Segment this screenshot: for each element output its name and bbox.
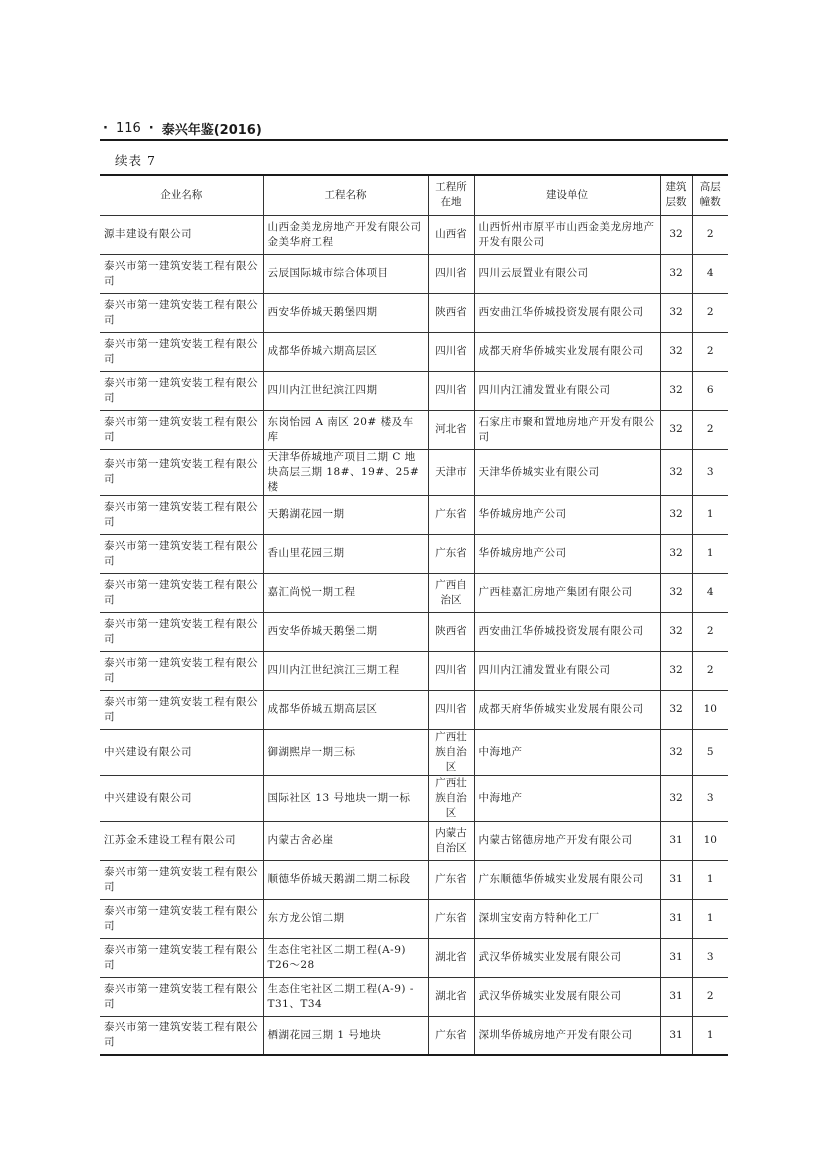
cell-count: 2 (692, 651, 728, 690)
cell-project: 御湖熙岸一期三标 (263, 729, 428, 775)
table-row (100, 254, 728, 293)
cell-project: 生态住宅社区二期工程(A-9) -T31、T34 (263, 977, 428, 1016)
cell-unit: 西安曲江华侨城投资发展有限公司 (474, 293, 660, 332)
col-header-company: 企业名称 (100, 175, 263, 215)
page-header (103, 117, 727, 139)
cell-count: 1 (692, 899, 728, 938)
cell-unit: 华侨城房地产公司 (474, 495, 660, 534)
cell-project: 栖湖花园三期 1 号地块 (263, 1016, 428, 1055)
cell-count: 3 (692, 775, 728, 821)
table-row (100, 860, 728, 899)
table-row (100, 690, 728, 729)
col-header-count: 高层幢数 (692, 175, 728, 215)
cell-location: 四川省 (428, 254, 474, 293)
cell-location: 内蒙古自治区 (428, 821, 474, 860)
cell-project: 天鹅湖花园一期 (263, 495, 428, 534)
cell-company: 泰兴市第一建筑安装工程有限公司 (100, 573, 263, 612)
table-row (100, 821, 728, 860)
cell-unit: 成都天府华侨城实业发展有限公司 (474, 690, 660, 729)
table-row (100, 449, 728, 495)
cell-count: 2 (692, 293, 728, 332)
cell-location: 广西自治区 (428, 573, 474, 612)
cell-company: 泰兴市第一建筑安装工程有限公司 (100, 860, 263, 899)
cell-floors: 32 (660, 729, 692, 775)
cell-project: 嘉汇尚悦一期工程 (263, 573, 428, 612)
cell-project: 香山里花园三期 (263, 534, 428, 573)
cell-project: 成都华侨城六期高层区 (263, 332, 428, 371)
cell-company: 泰兴市第一建筑安装工程有限公司 (100, 612, 263, 651)
header-rule (100, 139, 728, 141)
cell-unit: 四川内江浦发置业有限公司 (474, 651, 660, 690)
cell-location: 河北省 (428, 410, 474, 449)
table-row (100, 371, 728, 410)
cell-count: 3 (692, 449, 728, 495)
project-table (100, 174, 728, 1056)
table-row (100, 215, 728, 254)
cell-location: 广东省 (428, 495, 474, 534)
cell-location: 四川省 (428, 332, 474, 371)
cell-location: 四川省 (428, 690, 474, 729)
cell-company: 泰兴市第一建筑安装工程有限公司 (100, 1016, 263, 1055)
cell-count: 10 (692, 690, 728, 729)
cell-company: 源丰建设有限公司 (100, 215, 263, 254)
cell-unit: 山西忻州市原平市山西金美龙房地产开发有限公司 (474, 215, 660, 254)
cell-location: 湖北省 (428, 938, 474, 977)
cell-project: 西安华侨城天鹅堡四期 (263, 293, 428, 332)
cell-count: 2 (692, 410, 728, 449)
cell-floors: 32 (660, 534, 692, 573)
cell-location: 广西壮族自治区 (428, 729, 474, 775)
continued-label: 续表 7 (115, 153, 156, 168)
book-title: 泰兴年鉴(2016) (161, 122, 262, 138)
cell-floors: 32 (660, 293, 692, 332)
cell-count: 6 (692, 371, 728, 410)
cell-company: 泰兴市第一建筑安装工程有限公司 (100, 690, 263, 729)
table-row (100, 938, 728, 977)
table-row (100, 729, 728, 775)
cell-floors: 31 (660, 860, 692, 899)
cell-unit: 武汉华侨城实业发展有限公司 (474, 938, 660, 977)
table-row (100, 612, 728, 651)
col-header-floors: 建筑层数 (660, 175, 692, 215)
cell-project: 国际社区 13 号地块一期一标 (263, 775, 428, 821)
cell-floors: 32 (660, 690, 692, 729)
table-row (100, 495, 728, 534)
cell-project: 天津华侨城地产项目二期 C 地块高层三期 18#、19#、25# 楼 (263, 449, 428, 495)
cell-location: 广西壮族自治区 (428, 775, 474, 821)
cell-count: 1 (692, 860, 728, 899)
cell-location: 陕西省 (428, 612, 474, 651)
cell-location: 湖北省 (428, 977, 474, 1016)
cell-company: 泰兴市第一建筑安装工程有限公司 (100, 651, 263, 690)
cell-company: 泰兴市第一建筑安装工程有限公司 (100, 254, 263, 293)
cell-floors: 32 (660, 410, 692, 449)
cell-count: 2 (692, 612, 728, 651)
cell-count: 2 (692, 977, 728, 1016)
cell-floors: 32 (660, 775, 692, 821)
cell-floors: 32 (660, 651, 692, 690)
cell-project: 成都华侨城五期高层区 (263, 690, 428, 729)
cell-location: 广东省 (428, 899, 474, 938)
page-number: 116 (115, 120, 141, 136)
cell-project: 东方龙公馆二期 (263, 899, 428, 938)
cell-project: 东岗怡园 A 南区 20# 楼及车库 (263, 410, 428, 449)
cell-count: 1 (692, 1016, 728, 1055)
cell-location: 四川省 (428, 371, 474, 410)
cell-location: 广东省 (428, 860, 474, 899)
cell-count: 2 (692, 215, 728, 254)
cell-company: 泰兴市第一建筑安装工程有限公司 (100, 534, 263, 573)
cell-unit: 广东顺德华侨城实业发展有限公司 (474, 860, 660, 899)
cell-floors: 31 (660, 938, 692, 977)
cell-unit: 四川内江浦发置业有限公司 (474, 371, 660, 410)
cell-unit: 成都天府华侨城实业发展有限公司 (474, 332, 660, 371)
table-body (100, 215, 728, 1055)
table-row (100, 573, 728, 612)
header-dot-2: · (148, 120, 154, 136)
cell-unit: 中海地产 (474, 775, 660, 821)
cell-unit: 内蒙古铭德房地产开发有限公司 (474, 821, 660, 860)
cell-company: 泰兴市第一建筑安装工程有限公司 (100, 977, 263, 1016)
cell-floors: 32 (660, 612, 692, 651)
cell-location: 广东省 (428, 1016, 474, 1055)
cell-count: 10 (692, 821, 728, 860)
cell-unit: 四川云辰置业有限公司 (474, 254, 660, 293)
cell-project: 四川内江世纪滨江三期工程 (263, 651, 428, 690)
table-row (100, 775, 728, 821)
cell-project: 内蒙古舍必崖 (263, 821, 428, 860)
col-header-unit: 建设单位 (474, 175, 660, 215)
cell-count: 2 (692, 332, 728, 371)
cell-company: 中兴建设有限公司 (100, 729, 263, 775)
table-row (100, 651, 728, 690)
cell-unit: 天津华侨城实业有限公司 (474, 449, 660, 495)
cell-location: 山西省 (428, 215, 474, 254)
cell-project: 四川内江世纪滨江四期 (263, 371, 428, 410)
table-row (100, 1016, 728, 1055)
cell-project: 生态住宅社区二期工程(A-9) T26～28 (263, 938, 428, 977)
table-header-row (100, 175, 728, 215)
cell-company: 泰兴市第一建筑安装工程有限公司 (100, 495, 263, 534)
cell-unit: 石家庄市聚和置地房地产开发有限公司 (474, 410, 660, 449)
cell-floors: 32 (660, 215, 692, 254)
col-header-location: 工程所在地 (428, 175, 474, 215)
cell-company: 泰兴市第一建筑安装工程有限公司 (100, 449, 263, 495)
cell-company: 江苏金禾建设工程有限公司 (100, 821, 263, 860)
cell-floors: 31 (660, 899, 692, 938)
cell-unit: 华侨城房地产公司 (474, 534, 660, 573)
cell-company: 泰兴市第一建筑安装工程有限公司 (100, 938, 263, 977)
cell-company: 泰兴市第一建筑安装工程有限公司 (100, 371, 263, 410)
cell-company: 泰兴市第一建筑安装工程有限公司 (100, 293, 263, 332)
cell-unit: 深圳宝安南方特种化工厂 (474, 899, 660, 938)
cell-floors: 32 (660, 371, 692, 410)
cell-floors: 31 (660, 977, 692, 1016)
cell-count: 1 (692, 495, 728, 534)
cell-company: 泰兴市第一建筑安装工程有限公司 (100, 899, 263, 938)
table-row (100, 410, 728, 449)
cell-unit: 广西桂嘉汇房地产集团有限公司 (474, 573, 660, 612)
table-row (100, 534, 728, 573)
cell-floors: 32 (660, 573, 692, 612)
cell-unit: 中海地产 (474, 729, 660, 775)
cell-unit: 武汉华侨城实业发展有限公司 (474, 977, 660, 1016)
cell-company: 泰兴市第一建筑安装工程有限公司 (100, 410, 263, 449)
cell-floors: 32 (660, 254, 692, 293)
table-row (100, 332, 728, 371)
cell-project: 山西金美龙房地产开发有限公司金美华府工程 (263, 215, 428, 254)
cell-count: 3 (692, 938, 728, 977)
cell-unit: 西安曲江华侨城投资发展有限公司 (474, 612, 660, 651)
cell-project: 云辰国际城市综合体项目 (263, 254, 428, 293)
table-row (100, 899, 728, 938)
cell-floors: 32 (660, 332, 692, 371)
cell-floors: 32 (660, 449, 692, 495)
cell-company: 泰兴市第一建筑安装工程有限公司 (100, 332, 263, 371)
cell-floors: 31 (660, 1016, 692, 1055)
cell-floors: 32 (660, 495, 692, 534)
header-dot: · (103, 120, 108, 136)
cell-location: 四川省 (428, 651, 474, 690)
table-row (100, 293, 728, 332)
cell-count: 4 (692, 573, 728, 612)
cell-company: 中兴建设有限公司 (100, 775, 263, 821)
cell-count: 5 (692, 729, 728, 775)
cell-location: 广东省 (428, 534, 474, 573)
cell-project: 西安华侨城天鹅堡二期 (263, 612, 428, 651)
cell-location: 天津市 (428, 449, 474, 495)
table-row (100, 977, 728, 1016)
cell-count: 1 (692, 534, 728, 573)
cell-project: 顺德华侨城天鹅湖二期二标段 (263, 860, 428, 899)
col-header-project: 工程名称 (263, 175, 428, 215)
cell-unit: 深圳华侨城房地产开发有限公司 (474, 1016, 660, 1055)
cell-location: 陕西省 (428, 293, 474, 332)
cell-floors: 31 (660, 821, 692, 860)
cell-count: 4 (692, 254, 728, 293)
